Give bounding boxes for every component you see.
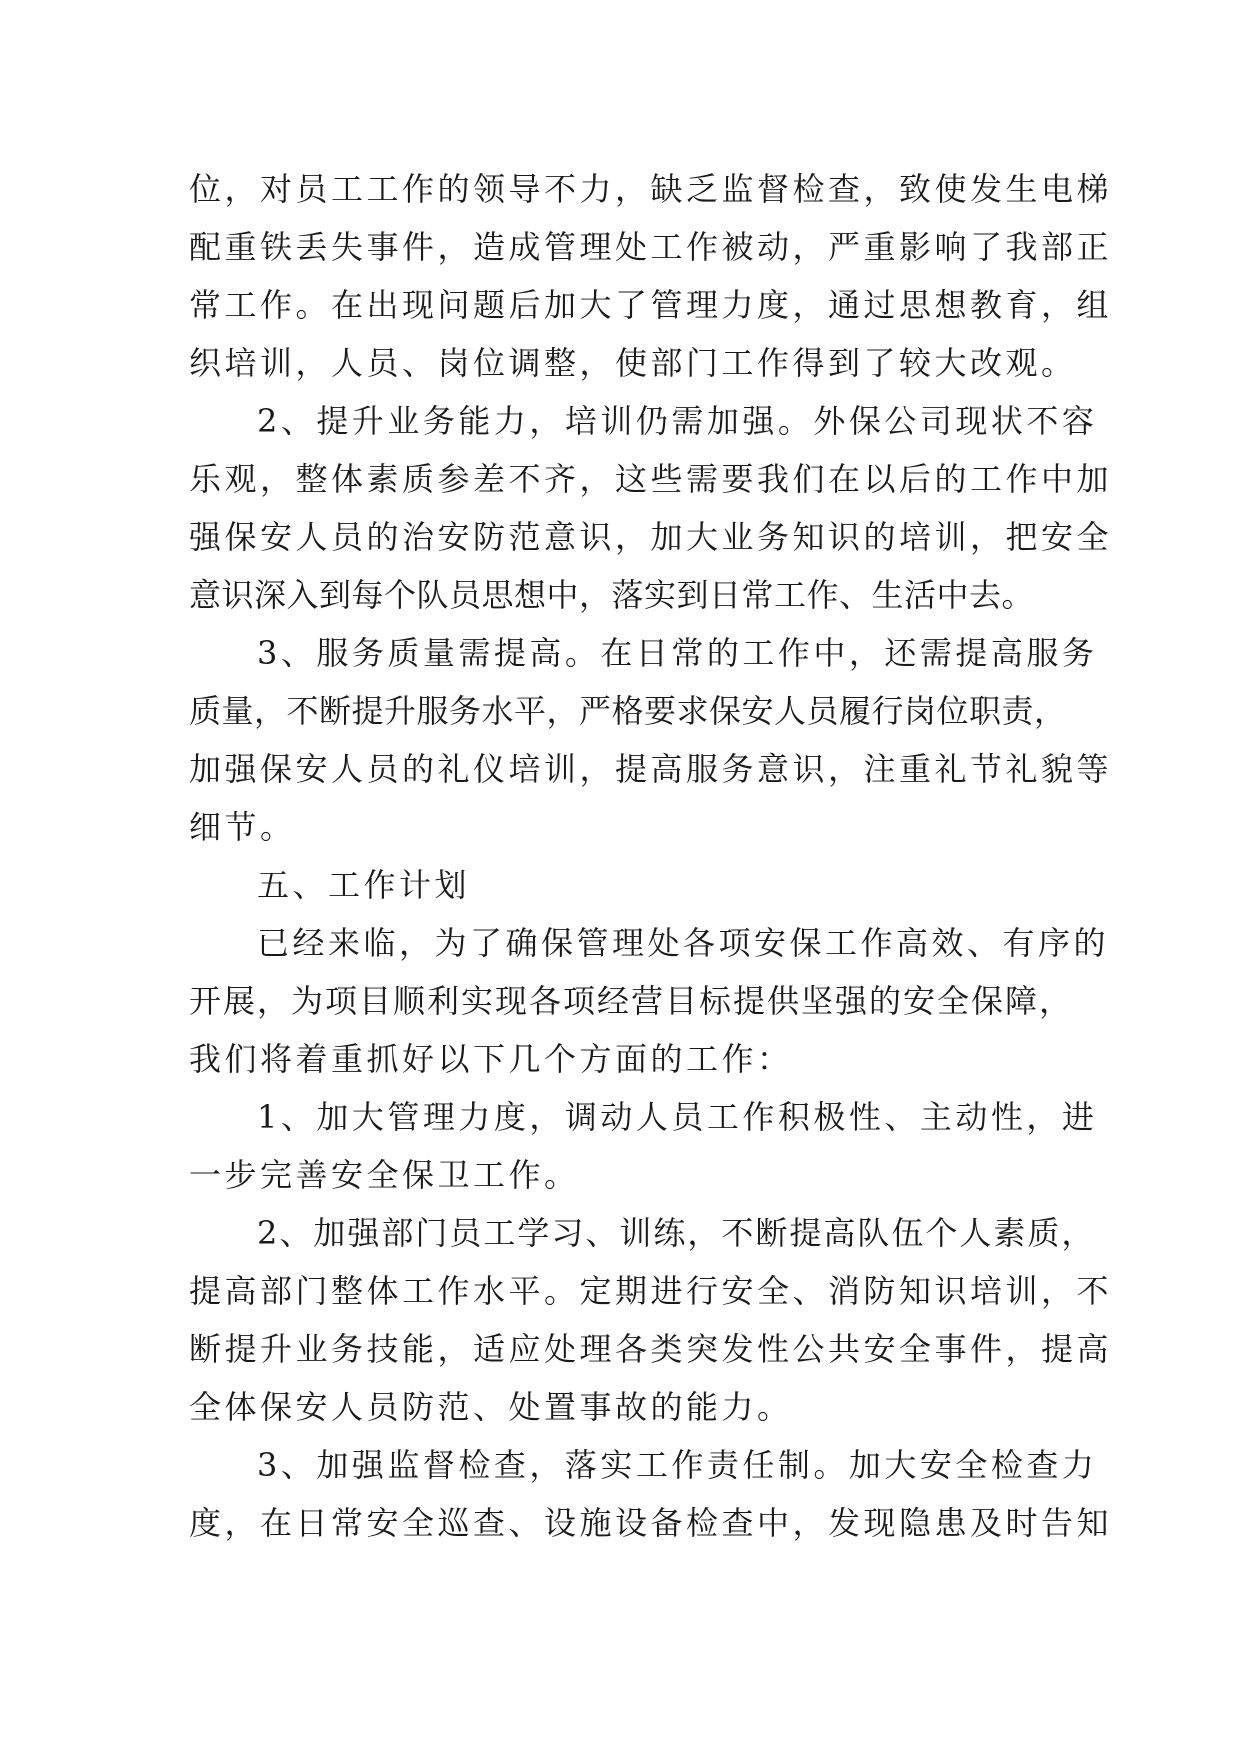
plan-item-3: 3、加强监督检查，落实工作责任制。加大安全检查力 <box>257 1446 1098 1484</box>
paragraph-plan-intro: 已经来临，为了确保管理处各项安保工作高效、有序的 <box>257 924 1110 962</box>
text-line-24: 度，在日常安全巡查、设施设备检查中，发现隐患及时告知 <box>189 1504 1113 1542</box>
text-line-11: 加强保安人员的礼仪培训，提高服务意识，注重礼节礼貌等 <box>189 750 1113 788</box>
text-line-16: 我们将着重抓好以下几个方面的工作： <box>189 1040 793 1078</box>
text-line-2: 配重铁丢失事件，造成管理处工作被动，严重影响了我部正 <box>189 228 1113 266</box>
document-body <box>189 160 1113 1552</box>
text-line-1: 位，对员工工作的领导不力，缺乏监督检查，致使发生电梯 <box>189 170 1113 208</box>
text-line-8: 意识深入到每个队员思想中，落实到日常工作、生活中去。 <box>189 576 1035 614</box>
text-line-7: 强保安人员的治安防范意识，加大业务知识的培训，把安全 <box>189 518 1113 556</box>
text-line-18: 一步完善安全保卫工作。 <box>189 1156 580 1194</box>
text-line-20: 提高部门整体工作水平。定期进行安全、消防知识培训，不 <box>189 1272 1113 1310</box>
text-line-12: 细节。 <box>189 808 296 846</box>
text-line-3: 常工作。在出现问题后加大了管理力度，通过思想教育，组 <box>189 286 1113 324</box>
text-line-21: 断提升业务技能，适应处理各类突发性公共安全事件，提高 <box>189 1330 1113 1368</box>
text-line-4: 织培训，人员、岗位调整，使部门工作得到了较大改观。 <box>189 344 1077 382</box>
paragraph-3-start: 3、服务质量需提高。在日常的工作中，还需提高服务 <box>257 634 1098 672</box>
text-line-10: 质量，不断提升服务水平，严格要求保安人员履行岗位职责， <box>189 692 1067 730</box>
plan-item-1: 1、加大管理力度，调动人员工作积极性、主动性，进 <box>257 1098 1098 1136</box>
text-line-15: 开展，为项目顺利实现各项经营目标提供坚强的安全保障， <box>189 982 1074 1020</box>
plan-item-2: 2、加强部门员工学习、训练，不断提高队伍个人素质， <box>257 1214 1096 1252</box>
text-line-6: 乐观，整体素质参差不齐，这些需要我们在以后的工作中加 <box>189 460 1113 498</box>
paragraph-2-start: 2、提升业务能力，培训仍需加强。外保公司现状不容 <box>257 402 1098 440</box>
text-line-22: 全体保安人员防范、处置事故的能力。 <box>189 1388 793 1426</box>
section-heading-work-plan: 五、工作计划 <box>257 866 471 904</box>
